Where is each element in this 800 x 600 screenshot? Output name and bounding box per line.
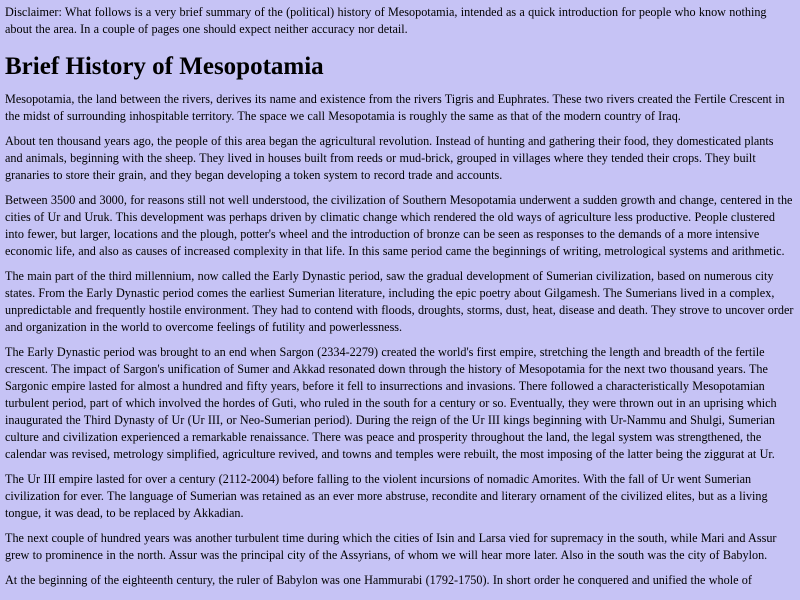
paragraph-early-dynastic: The main part of the third millennium, now called the Early Dynastic period, saw the gradual development of Sumerian civilization, based on numerous city states. From the Early Dynastic period comes the earliest Sumerian literature, including the epic poetry about Gilgamesh. The Sumerians lived in a complex, unpredictable and frequently hostile environment. They had to contend with floods, droughts, storms, dust, heat, disease and death. They strove to uncover order and organization in the world to overcome feelings of futility and powerlessness. [5,268,794,334]
paragraph-agricultural-revolution: About ten thousand years ago, the people of this area began the agricultural revolution. Instead of hunting and gathering their food, they domesticated plants and animals, beginning with the sheep. They lived in houses built from reeds or mud-brick, grouped in villages where they tended their crops. They built granaries to store their grain, and they began developing a token system to record trade and accounts. [5,133,774,182]
paragraph-isin-larsa: The next couple of hundred years was another turbulent time during which the cities of Isin and Larsa vied for supremacy in the south, while Mari and Assur grew to prominence in the north. Assur was the principal city of the Assyrians, of whom we will hear more later. Also in the south was the city of Babylon. [5,530,777,562]
paragraph-ur-and-uruk: Between 3500 and 3000, for reasons still not well understood, the civilization of Southern Mesopotamia underwent a sudden growth and change, centered in the cities of Ur and Uruk. This development was perhaps driven by climatic change which rendered the old ways of agriculture less productive. People clustered into fewer, but larger, locations and the plough, potter's wheel and the introduction of bronze can be seen as responses to the demands of a more intensive economic life, and also as causes of increased complexity in that life. In this same period came the beginnings of writing, metrological systems and arithmetic. [5,192,793,258]
paragraph-hammurabi-clipped: At the beginning of the eighteenth century, the ruler of Babylon was one Hammurabi (1792-1750). In short order he conquered and unified the whole of [5,572,752,587]
disclaimer-text: Disclaimer: What follows is a very brief summary of the (political) history of Mesopotamia, intended as a quick introduction for people who know nothing about the area. In a couple of pages one should expect neither accuracy nor detail. [5,5,767,36]
paragraph-intro-rivers: Mesopotamia, the land between the rivers, derives its name and existence from the rivers Tigris and Euphrates. These two rivers created the Fertile Crescent in the midst of surrounding inhospitable territory. The space we call Mesopotamia is roughly the same as that of the modern country of Iraq. [5,91,785,123]
paragraph-ur-iii-fall: The Ur III empire lasted for over a century (2112-2004) before falling to the violent incursions of nomadic Amorites. With the fall of Ur went Sumerian civilization for ever. The language of Sumerian was retained as an ever more abstruse, recondite and literary ornament of the civilized elites, but as a living tongue, it was dead, to be replaced by Akkadian. [5,471,768,520]
page-title: Brief History of Mesopotamia [5,53,324,80]
paragraph-sargon-empire: The Early Dynastic period was brought to an end when Sargon (2334-2279) created the world's first empire, stretching the length and breadth of the fertile crescent. The impact of Sargon's unification of Sumer and Akkad resonated down through the history of Mesopotamia for the next two thousand years. The Sargonic empire lasted for almost a hundred and fifty years, before it fell to insurrections and invasions. There followed a characteristically Mesopotamian turbulent period, part of which involved the hordes of Guti, who ruled in the south for a century or so. Eventually, they were thrown out in an uprising which inaugurated the Third Dynasty of Ur (Ur III, or Neo-Sumerian period). During the reign of the Ur III kings beginning with Ur-Nammu and Shulgi, Sumerian culture and civilization experienced a remarkable renaissance. There was peace and prosperity throughout the land, the legal system was strengthened, the calendar was revised, metrology simplified, agriculture revived, and towns and temples were rebuilt, the most imposing of the latter being the ziggurat at Ur. [5,344,777,461]
